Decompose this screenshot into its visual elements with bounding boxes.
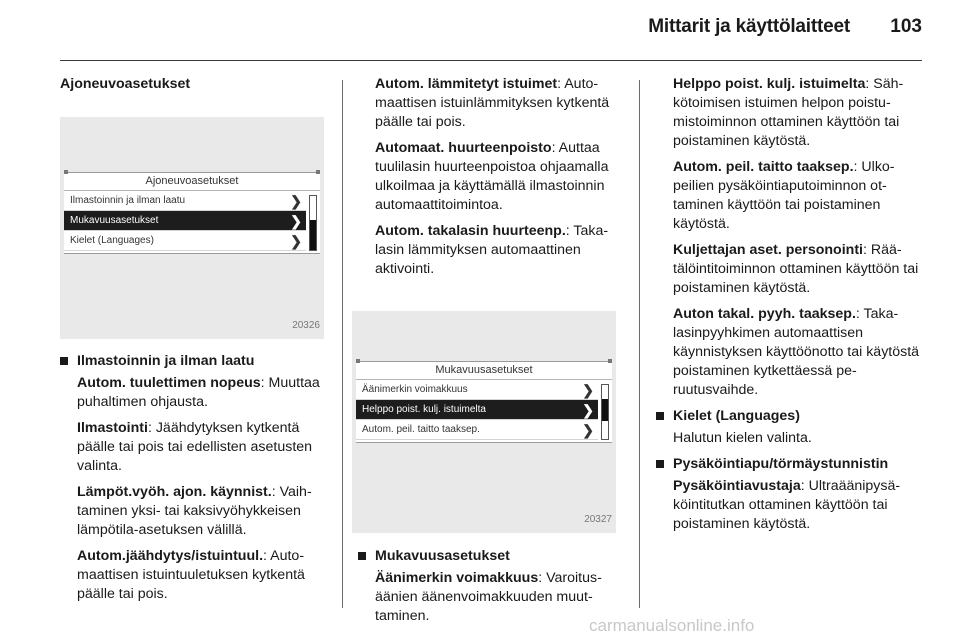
definition-text: : Automaattisen istuintuuletuksen kytkentä päälle tai pois. xyxy=(77,548,305,602)
page-header xyxy=(60,16,922,44)
corner-marker xyxy=(316,170,320,174)
definition-term: Kuljettajan aset. personointi xyxy=(673,242,863,258)
definition-term: Autom. peil. taitto taaksep. xyxy=(673,159,854,175)
bullet-text: Halutun kielen valinta. xyxy=(673,430,812,446)
definition-term: Helppo poist. kulj. istuimelta xyxy=(673,76,866,92)
display-screen xyxy=(356,361,612,443)
definition-text: : Varoitusäänien äänenvoimakkuuden muuttaminen. xyxy=(375,570,602,624)
definition-term: Automaat. huurteenpoisto xyxy=(375,140,552,156)
figure-id: 20327 xyxy=(584,514,612,525)
chevron-right-icon: ❯ xyxy=(290,213,302,229)
display-screen xyxy=(64,172,320,254)
definition-text: : Ulkopeilien pysäköintiaputoiminnon ottaminen käyttöön tai poistaminen käytöstä. xyxy=(673,159,895,232)
menu-row-label: Mukavuusasetukset xyxy=(70,215,159,226)
menu-row-label: Helppo poist. kulj. istuimelta xyxy=(362,404,486,415)
header-divider xyxy=(60,60,922,61)
scrollbar-thumb xyxy=(602,399,608,421)
definition-item xyxy=(656,477,924,534)
definition-term: Pysäköintiavustaja xyxy=(673,478,801,494)
definition-term: Ilmastointi xyxy=(77,420,148,436)
chevron-right-icon: ❯ xyxy=(290,233,302,249)
scrollbar xyxy=(601,384,609,440)
menu-row-selected xyxy=(356,400,598,420)
definition-item xyxy=(656,158,924,234)
menu-row-label: Kielet (Languages) xyxy=(70,235,154,246)
definition-item xyxy=(60,483,328,540)
bullet-heading: Kielet (Languages) xyxy=(656,407,924,426)
definition-item xyxy=(60,419,328,476)
definition-item xyxy=(656,305,924,400)
menu-row xyxy=(356,380,598,400)
definition-item xyxy=(656,75,924,151)
definition-text: : Jäähdytyksen kytkentä päälle tai pois tai edellisten asetusten valinta. xyxy=(77,420,313,474)
menu-row-label: Ilmastoinnin ja ilman laatu xyxy=(70,195,186,206)
column-1 xyxy=(60,75,328,604)
scrollbar-thumb xyxy=(310,220,316,250)
screen-title: Ajoneuvoasetukset xyxy=(64,173,320,191)
chevron-right-icon: ❯ xyxy=(290,193,302,209)
definition-item xyxy=(358,222,624,279)
column-divider-1 xyxy=(342,80,343,608)
definition-text: : Räätälöintitoiminnon ottaminen käyttöön tai poistaminen käytöstä. xyxy=(673,242,919,296)
definition-text: : Muuttaa puhaltimen ohjausta. xyxy=(77,375,320,410)
bullet-heading: Ilmastoinnin ja ilman laatu xyxy=(60,352,328,371)
definition-item xyxy=(358,75,624,132)
definition-item xyxy=(358,139,624,215)
definition-term: Autom. tuulettimen nopeus xyxy=(77,375,261,391)
definition-text: : Vaihtaminen yksi- tai kaksivyöhykkeisen lämpötila-asetuksen välillä. xyxy=(77,484,312,538)
figure-id: 20326 xyxy=(292,320,320,331)
bullet-heading: Mukavuusasetukset xyxy=(358,547,624,566)
page-title: Mittarit ja käyttölaitteet xyxy=(648,16,850,37)
chevron-right-icon: ❯ xyxy=(582,382,594,398)
definition-item xyxy=(358,569,624,626)
definition-term: Autom. lämmitetyt istuimet xyxy=(375,76,558,92)
definition-term: Äänimerkin voimakkuus xyxy=(375,570,539,586)
definition-term: Autom. takalasin huurteenp. xyxy=(375,223,566,239)
definition-term: Lämpöt.vyöh. ajon. käynnist. xyxy=(77,484,272,500)
definition-item xyxy=(656,241,924,298)
corner-marker xyxy=(356,359,360,363)
definition-term: Auton takal. pyyh. taaksep. xyxy=(673,306,856,322)
column-2 xyxy=(358,75,624,626)
scrollbar xyxy=(309,195,317,251)
menu-row xyxy=(356,420,598,440)
menu-row xyxy=(64,231,306,251)
definition-term: Autom.jäähdytys/istuintuul. xyxy=(77,548,264,564)
definition-text: : Ultraäänipysäköintitutkan ottaminen käyttöön tai poistaminen käytöstä. xyxy=(673,478,901,532)
definition-item xyxy=(60,374,328,412)
menu-row-selected xyxy=(64,211,306,231)
chevron-right-icon: ❯ xyxy=(582,422,594,438)
definition-text: : Automaattisen istuinlämmityksen kytkentä päälle tai pois. xyxy=(375,76,610,130)
definition-text: : Takalasin lämmityksen automaattinen aktivointi. xyxy=(375,223,609,277)
watermark: carmanualsonline.info xyxy=(589,616,755,635)
figure-comfort-settings xyxy=(352,311,616,533)
definition-item xyxy=(60,547,328,604)
figure-vehicle-settings xyxy=(60,117,324,339)
menu-row-label: Äänimerkin voimakkuus xyxy=(362,384,468,395)
menu-row-label: Autom. peil. taitto taaksep. xyxy=(362,424,480,435)
corner-marker xyxy=(608,359,612,363)
chevron-right-icon: ❯ xyxy=(582,402,594,418)
column-3 xyxy=(656,75,924,534)
column-divider-2 xyxy=(639,80,640,608)
screen-title: Mukavuusasetukset xyxy=(356,362,612,380)
page-number: 103 xyxy=(890,16,922,37)
definition-text: : Takalasinpyyhkimen automaattisen käynnistyksen käyttöönotto tai käytöstä poistaminen kytkettäessä peruutusvaihde. xyxy=(673,306,920,398)
section-title: Ajoneuvoasetukset xyxy=(60,76,191,92)
menu-row xyxy=(64,191,306,211)
bullet-heading: Pysäköintiapu/törmäystunnistin xyxy=(656,455,924,474)
definition-text: : Sähkötoimisen istuimen helpon poistumistoiminnon ottaminen käyttöön tai poistaminen käytöstä. xyxy=(673,76,904,149)
definition-text: : Auttaa tuulilasin huurteenpoistoa ohjaamalla ulkoilmaa ja käyttämällä ilmastoinnin automaattitoimintoa. xyxy=(375,140,609,213)
corner-marker xyxy=(64,170,68,174)
